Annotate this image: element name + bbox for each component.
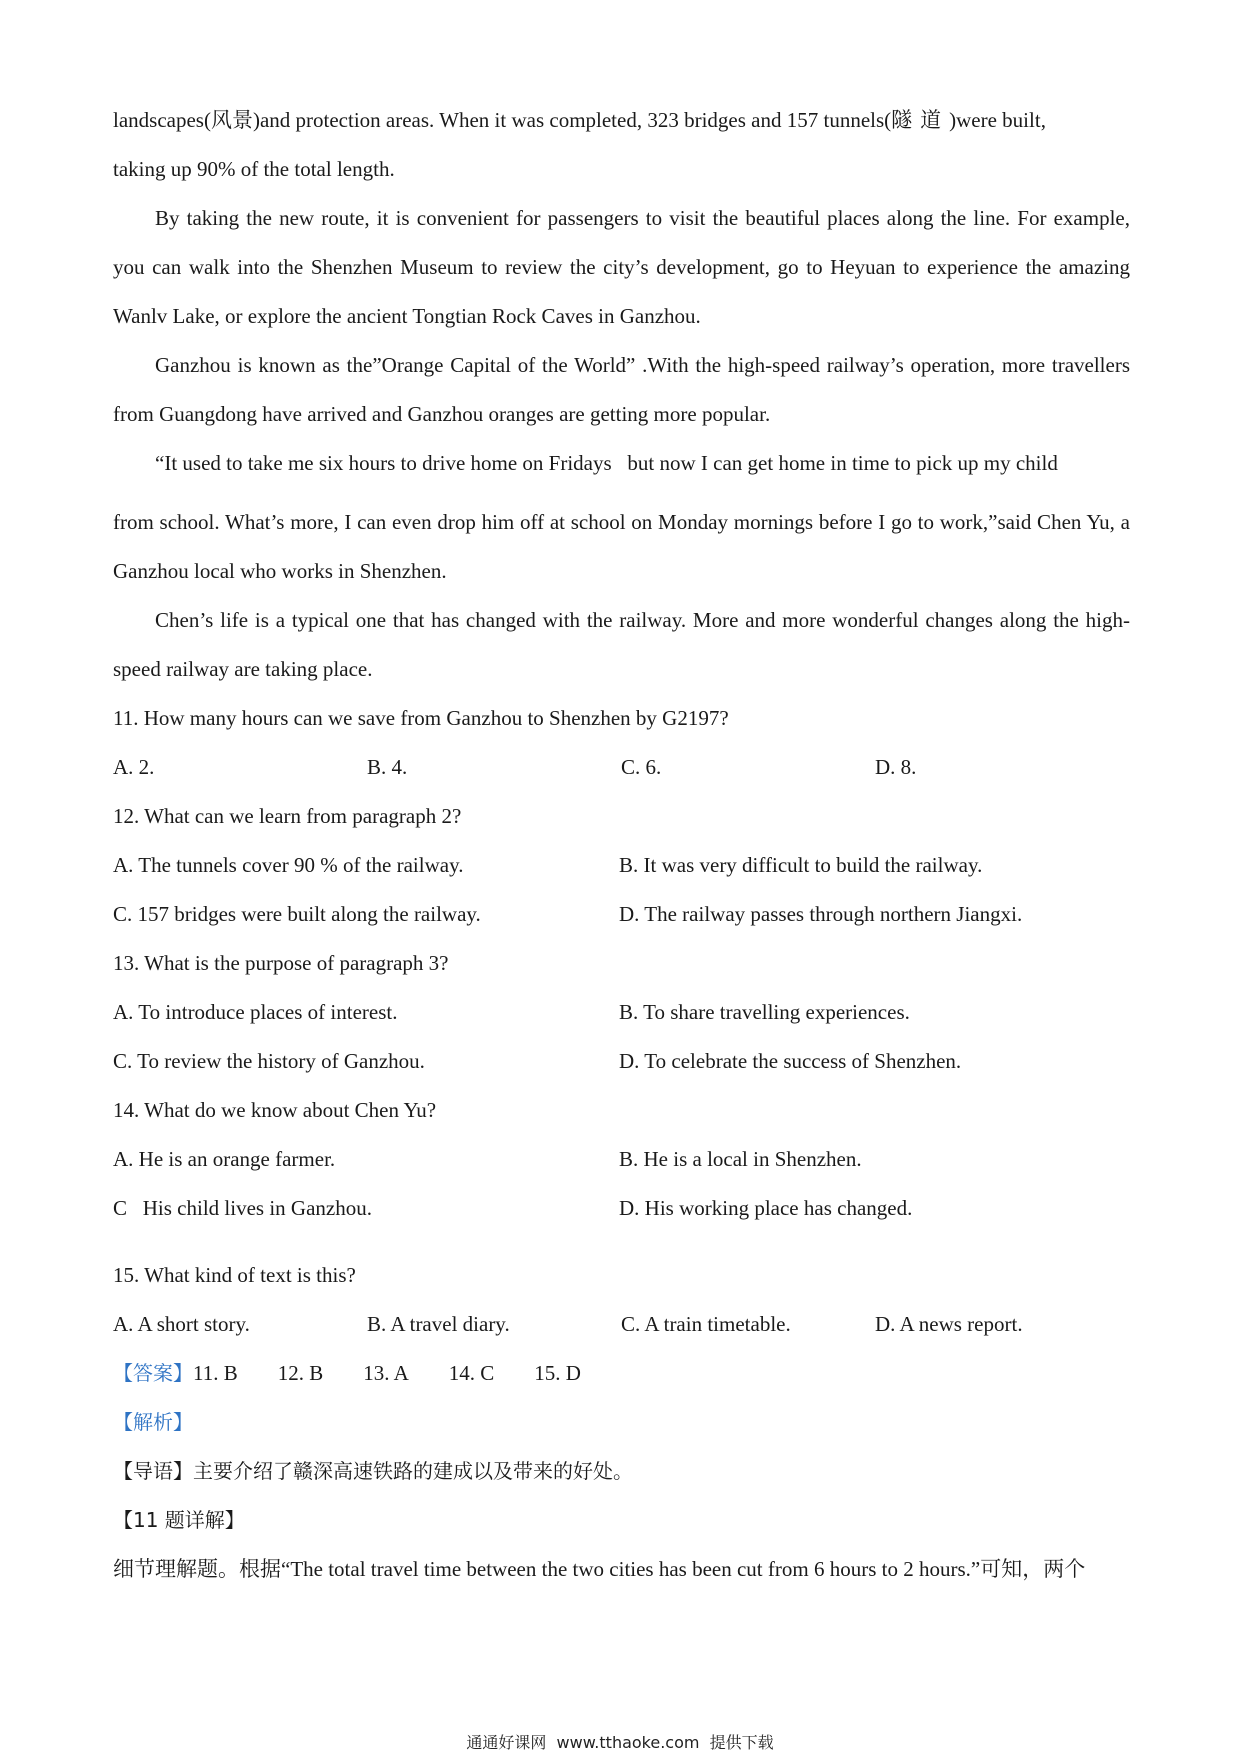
question-stem: 13. What is the purpose of paragraph 3?	[113, 951, 449, 975]
intro-text: 主要介绍了赣深高速铁路的建成以及带来的好处。	[193, 1459, 633, 1483]
option: D. 8.	[875, 755, 917, 779]
question-stem: 12. What can we learn from paragraph 2?	[113, 804, 462, 828]
passage-text: taking up 90% of the total length.	[113, 157, 395, 181]
answer-item: 11. B	[193, 1361, 238, 1385]
question-stem: 15. What kind of text is this?	[113, 1263, 356, 1287]
passage-paragraph-4-rest: from school. What’s more, I can even drop him off at school on Monday mornings before I go to work,”said Chen Yu, a Ganzhou local who works in Shenzhen.	[113, 510, 1130, 583]
option: B. To share travelling experiences.	[619, 1000, 910, 1024]
question-options	[113, 988, 1130, 1037]
option: D. The railway passes through northern Jiangxi.	[619, 902, 1023, 926]
option: B. 4.	[367, 755, 408, 779]
analysis-q11-heading: 【11 题详解】	[113, 1508, 245, 1532]
question-stem: 14. What do we know about Chen Yu?	[113, 1098, 437, 1122]
analysis-text: 细节理解题。根据“The total travel time between the two cities has been cut from 6 hours to 2 hours.”可知，两个	[113, 1557, 1086, 1581]
option: B. A travel diary.	[367, 1312, 510, 1336]
analysis-tag: 【解析】	[113, 1410, 193, 1434]
question-options	[113, 1037, 1130, 1086]
answer-item: 12. B	[277, 1361, 324, 1385]
option: D. To celebrate the success of Shenzhen.	[619, 1049, 962, 1073]
answer-tag: 【答案】	[113, 1361, 193, 1385]
answer-item: 13. A	[363, 1361, 409, 1385]
passage-paragraph-3: Ganzhou is known as the”Orange Capital of the World” .With the high-speed railway’s operation, more travellers from Guangdong have arrived and Ganzhou oranges are getting more popular.	[113, 353, 1130, 426]
option: C. 157 bridges were built along the railway.	[113, 902, 481, 926]
answer-row	[113, 1349, 1130, 1398]
passage-text: 隧道	[891, 108, 950, 132]
option: C. To review the history of Ganzhou.	[113, 1049, 425, 1073]
passage-paragraph-4-line-1	[113, 439, 1130, 488]
question-options	[113, 743, 1130, 792]
option: A. A short story.	[113, 1312, 250, 1336]
question-options	[113, 1184, 1130, 1233]
option: A. The tunnels cover 90 % of the railway.	[113, 853, 464, 877]
option: C. A train timetable.	[621, 1312, 791, 1336]
intro-tag: 【导语】	[113, 1459, 193, 1483]
analysis-q11-text	[113, 1545, 1130, 1594]
analysis-heading	[113, 1398, 1130, 1447]
analysis-intro	[113, 1447, 1130, 1496]
spacer	[113, 1233, 1130, 1251]
option: A. 2.	[113, 755, 155, 779]
option: A. He is an orange farmer.	[113, 1147, 336, 1171]
answer-item: 15. D	[534, 1361, 581, 1385]
question-stem: 11. How many hours can we save from Ganzhou to Shenzhen by G2197?	[113, 706, 729, 730]
answer-item: 14. C	[448, 1361, 495, 1385]
passage-text: landscapes(风景)and protection areas. When it was completed, 323 bridges and 157 tunnels(	[113, 108, 892, 132]
option: C. 6.	[621, 755, 662, 779]
option: A. To introduce places of interest.	[113, 1000, 398, 1024]
passage-paragraph-1	[113, 96, 1130, 194]
option: B. He is a local in Shenzhen.	[619, 1147, 862, 1171]
question-options	[113, 1300, 1130, 1349]
passage-text: “It used to take me six hours to drive home on Fridays but now I can get home in time to pick up my child	[155, 451, 1058, 475]
option: B. It was very difficult to build the railway.	[619, 853, 983, 877]
option: D. A news report.	[875, 1312, 1023, 1336]
option: D. His working place has changed.	[619, 1196, 913, 1220]
option: C His child lives in Ganzhou.	[113, 1196, 372, 1220]
question-options	[113, 1135, 1130, 1184]
passage-text: )were built,	[949, 108, 1046, 132]
page-footer: 通通好课网 www.tthaoke.com 提供下载	[466, 1733, 774, 1752]
document-page	[113, 96, 1130, 1594]
question-options	[113, 841, 1130, 890]
passage-paragraph-5: Chen’s life is a typical one that has changed with the railway. More and more wonderful changes along the high-speed railway are taking place.	[113, 608, 1130, 681]
question-options	[113, 890, 1130, 939]
passage-paragraph-2: By taking the new route, it is convenient for passengers to visit the beautiful places along the line. For example, you can walk into the Shenzhen Museum to review the city’s development, go to Heyuan to experience the amazing Wanlv Lake, or explore the ancient Tongtian Rock Caves in Ganzhou.	[113, 206, 1130, 328]
